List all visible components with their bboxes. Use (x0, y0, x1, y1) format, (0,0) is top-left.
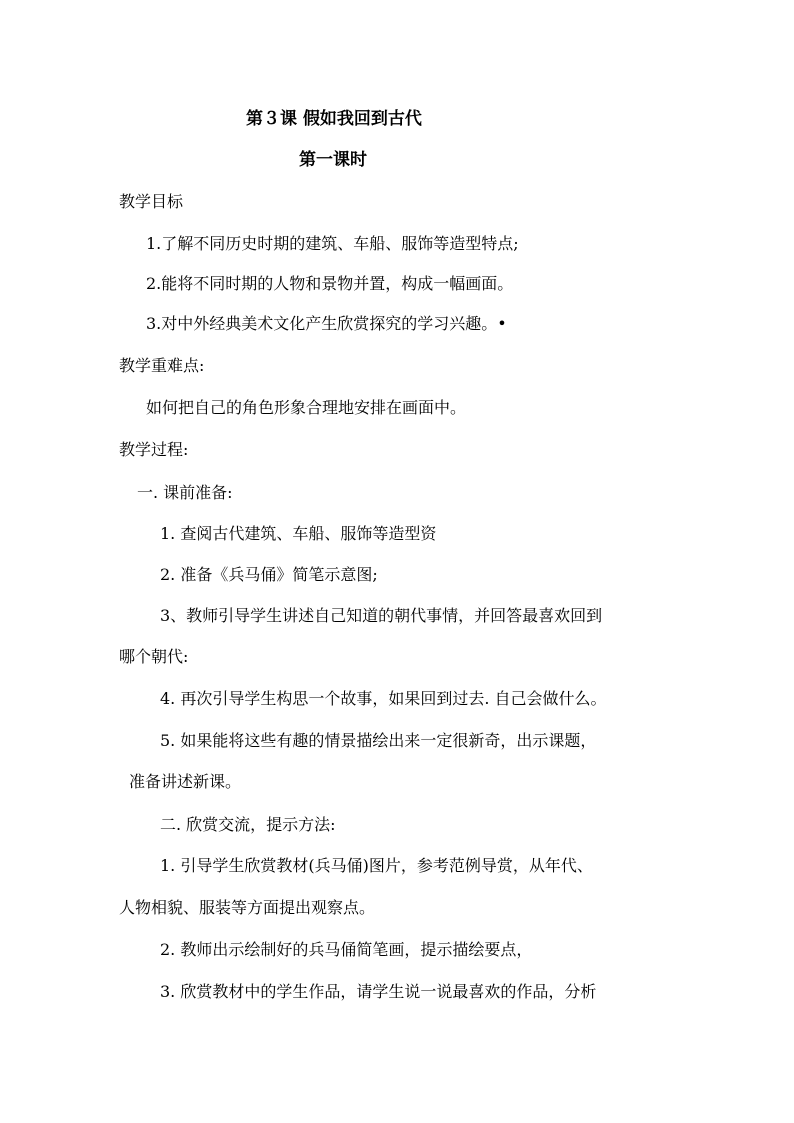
key-points-heading: 教学重难点: (119, 356, 205, 375)
process-heading: 教学过程: (119, 440, 189, 459)
section1-item: 3、教师引导学生讲述自己知道的朝代事情，并回答最喜欢回到 (160, 606, 603, 625)
objective-item: 2.能将不同时期的人物和景物并置，构成一幅画面。 (146, 274, 514, 293)
section1-item: 准备讲述新课。 (129, 772, 242, 791)
section1-item: 2. 准备《兵马俑》简笔示意图; (160, 565, 378, 584)
section2-item: 人物相貌、服装等方面提出观察点。 (119, 898, 376, 917)
section1-heading: 一. 课前准备: (137, 483, 233, 502)
section2-item: 3. 欣赏教材中的学生作品，请学生说一说最喜欢的作品，分析 (160, 982, 597, 1001)
section1-item: 4. 再次引导学生构思一个故事，如果回到过去. 自己会做什么。 (160, 689, 607, 708)
objectives-heading: 教学目标 (119, 192, 184, 211)
key-points-text: 如何把自己的角色形象合理地安排在画面中。 (146, 398, 467, 417)
lesson-title: 第３课 假如我回到古代 (246, 109, 422, 129)
section1-item: 哪个朝代: (119, 647, 189, 666)
section1-item: 5. 如果能将这些有趣的情景描绘出来一定很新奇，出示课题， (160, 731, 597, 750)
section2-item: 1. 引导学生欣赏教材(兵马俑)图片，参考范例导赏，从年代、 (160, 856, 593, 875)
objective-item: 3.对中外经典美术文化产生欣赏探究的学习兴趣。• (146, 314, 507, 333)
section2-item: 2. 教师出示绘制好的兵马俑简笔画，提示描绘要点， (160, 940, 533, 959)
lesson-subtitle: 第一课时 (299, 150, 367, 170)
objective-item: 1.了解不同历史时期的建筑、车船、服饰等造型特点; (146, 234, 519, 253)
section2-heading: 二. 欣赏交流，提示方法: (160, 815, 336, 834)
section1-item: 1. 查阅古代建筑、车船、服饰等造型资 (160, 524, 437, 543)
